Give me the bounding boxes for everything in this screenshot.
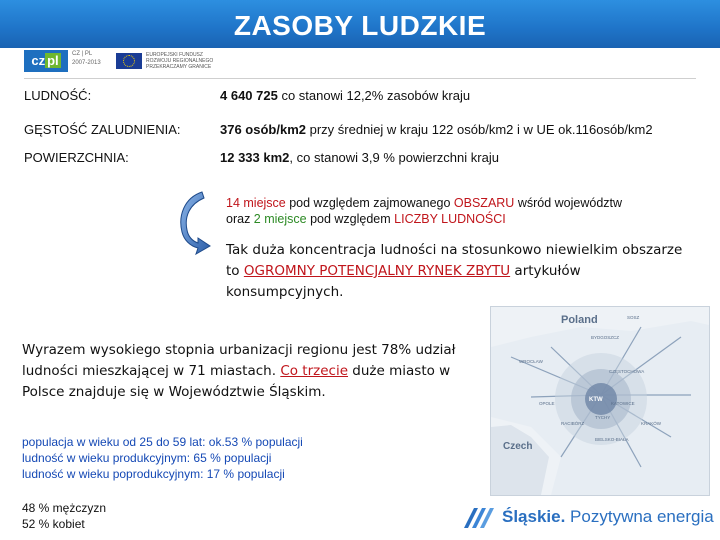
market-highlight: OGROMNY POTENCJALNY RYNEK ZBYTU: [243, 263, 511, 279]
map-city-label: BYDGOSZCZ: [591, 335, 620, 340]
urban-text-end: duże miasto w Polsce znajduje się w Województwie Śląskim.: [22, 363, 451, 400]
urbanization-paragraph: [22, 340, 490, 403]
ranking-line-2: [226, 211, 622, 227]
map-city-label: BIELSKO-BIAŁA: [595, 437, 629, 442]
eu-flag-icon: [116, 53, 142, 69]
czpl-logo-pl: pl: [47, 53, 59, 68]
czpl-logo-cz: cz: [31, 53, 46, 68]
program-years: [72, 50, 101, 68]
market-text-end: artykułów konsumpcyjnych.: [226, 263, 581, 300]
eu-fund-line-3: PRZEKRACZAMY GRANICE: [146, 64, 212, 70]
map-city-label: KRAKÓW: [641, 421, 662, 426]
market-paragraph: [226, 240, 694, 303]
age-line: ludność w wieku poprodukcyjnym: 17 % populacji: [22, 467, 285, 481]
region-map: [490, 306, 710, 496]
market-text-start: Tak duża koncentracja ludności na stosunkowo niewielkim obszarze to: [226, 242, 683, 279]
ranking-text-part: pod względem zajmowanego: [285, 196, 454, 210]
urban-text-start: Wyrazem wysokiego stopnia urbanizacji regionu jest 78% udział ludności mieszkającej w 71 miastach.: [22, 342, 456, 379]
map-country-czech: Czech: [503, 441, 533, 452]
fact-value-rest: przy średniej w kraju 122 osób/km2 i w UE ok.116osób/km2: [306, 122, 653, 137]
map-city-label: SOSZ: [627, 315, 640, 320]
gender-structure-list: [22, 500, 106, 532]
curved-arrow-icon: [172, 188, 212, 256]
urban-highlight: Co trzecie: [280, 363, 349, 379]
age-line: populacja w wieku od 25 do 59 lat: ok.53 % populacji: [22, 435, 303, 449]
fact-value: [220, 88, 470, 103]
ranking-population-word: LICZBY LUDNOŚCI: [394, 212, 506, 226]
czpl-logo: [24, 50, 68, 72]
gender-line: 52 % kobiet: [22, 517, 85, 531]
eu-fund-line-1: EUROPEJSKI FUNDUSZ: [146, 52, 203, 58]
map-city-label: TYCHY: [595, 415, 611, 420]
slaskie-brand-logo: [452, 502, 720, 536]
age-line: ludność w wieku produkcyjnym: 65 % populacji: [22, 451, 272, 465]
map-city-label: KATOWICE: [611, 401, 635, 406]
fact-value: [220, 150, 499, 165]
fact-label: POWIERZCHNIA:: [24, 150, 129, 165]
eu-fund-text: [146, 52, 213, 70]
fact-value: [220, 122, 653, 137]
partner-logos: [24, 50, 280, 76]
fact-value-bold: 12 333 km2: [220, 150, 290, 165]
brand-name: Śląskie.: [502, 507, 566, 526]
ranking-area-place: 14 miejsce: [226, 196, 286, 210]
fact-value-rest: , co stanowi 3,9 % powierzchni kraju: [289, 150, 499, 165]
map-city-label: RACIBÓRZ: [561, 421, 585, 426]
fact-label: LUDNOŚĆ:: [24, 88, 92, 103]
age-structure-list: [22, 434, 303, 482]
map-city-label: CZĘSTOCHOWA: [609, 369, 645, 374]
brand-tagline: Pozytywna energia: [565, 507, 714, 526]
fact-value-rest: co stanowi 12,2% zasobów kraju: [277, 88, 471, 103]
program-years-line-2: 2007-2013: [72, 60, 101, 66]
program-years-line-1: CZ | PL: [72, 51, 93, 57]
fact-value-bold: 4 640 725: [220, 88, 278, 103]
ranking-area-word: OBSZARU: [453, 196, 515, 210]
fact-label: GĘSTOŚĆ ZALUDNIENIA:: [24, 122, 181, 137]
page-title: ZASOBY LUDZKIE: [233, 10, 487, 41]
map-country-poland: Poland: [561, 314, 598, 326]
header-divider: [24, 78, 696, 79]
ranking-text-part: wśród województw: [514, 196, 623, 210]
ranking-text-part: pod względem: [306, 212, 395, 226]
brand-text: [502, 507, 714, 527]
gender-line: 48 % mężczyzn: [22, 501, 107, 515]
ranking-text-part: oraz: [226, 212, 254, 226]
eu-fund-line-2: ROZWOJU REGIONALNEGO: [146, 58, 214, 64]
title-bar: [0, 0, 720, 48]
ranking-line-1: [226, 195, 622, 211]
map-city-label: OPOLE: [539, 401, 555, 406]
ranking-population-place: 2 miejsce: [253, 212, 307, 226]
map-hub-label: KTW: [589, 397, 603, 403]
map-city-label: WROCŁAW: [519, 359, 543, 364]
fact-value-bold: 376 osób/km2: [220, 122, 306, 137]
ranking-text: [226, 195, 622, 227]
slaskie-logo-icon: [460, 502, 500, 534]
